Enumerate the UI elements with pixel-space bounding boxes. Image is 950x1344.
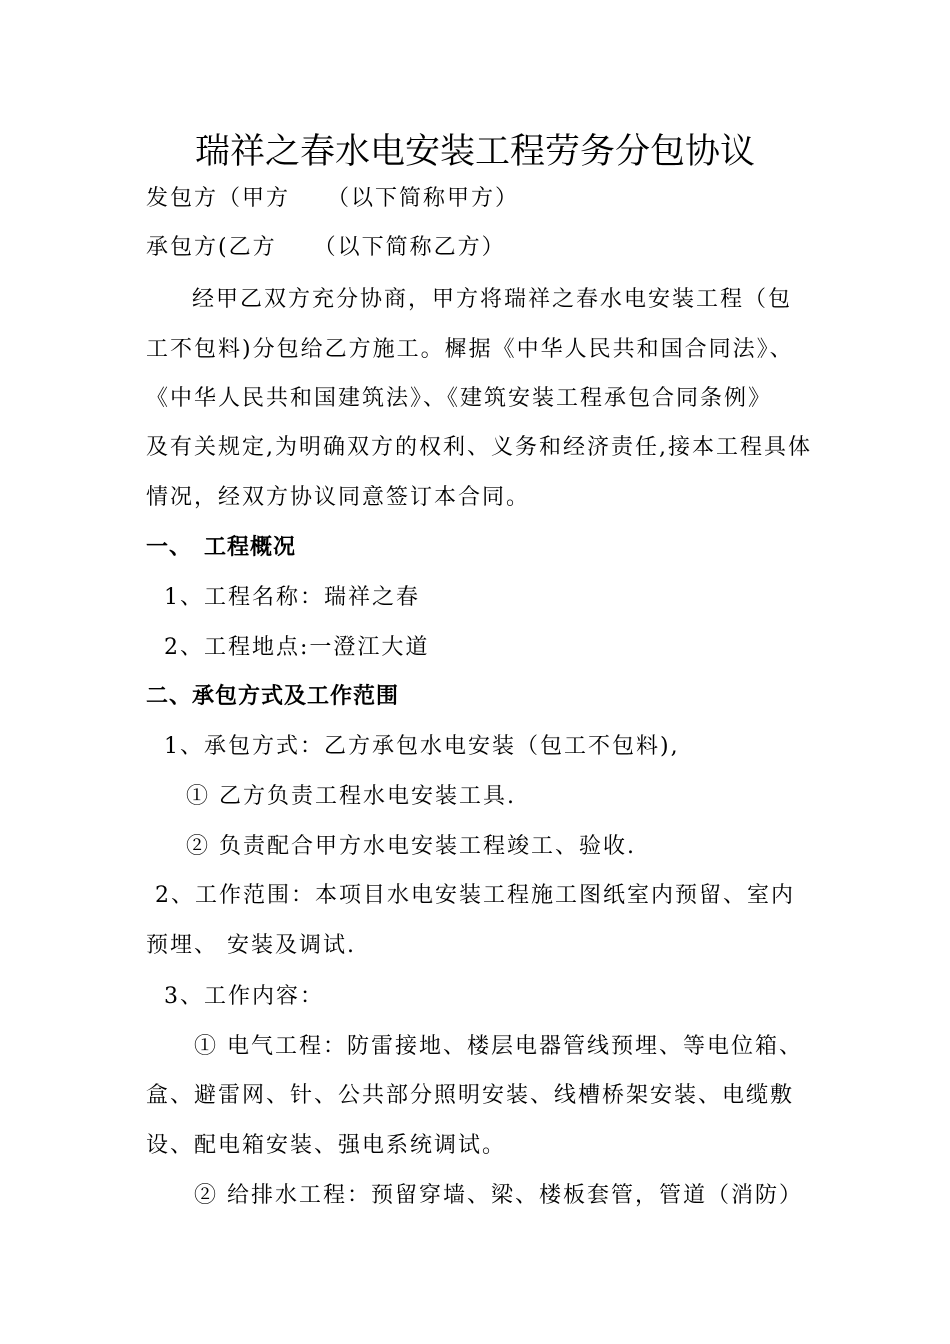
party-a-line: 发包方（甲方 （以下简称甲方） [146, 186, 520, 211]
intro-paragraph-line-4: 及有关规定,为明确双方的权利、义务和经济责任,接本工程具体 [146, 435, 812, 460]
intro-paragraph-line-3: 《中华人民共和国建筑法》、《建筑安装工程承包合同条例》 [146, 386, 773, 411]
plumbing-work-line-1: ② 给排水工程：预留穿墙、梁、楼板套管，管道（消防） [194, 1183, 803, 1208]
section-heading-2: 二、承包方式及工作范围 [146, 684, 400, 709]
project-location-line: 2、工程地点:一澄江大道 [164, 635, 430, 660]
electrical-work-line-1: ① 电气工程：防雷接地、楼层电器管线预埋、等电位箱、 [194, 1034, 803, 1059]
project-name-line: 1、工程名称：瑞祥之春 [164, 585, 420, 610]
work-scope-line-1: 2、工作范围：本项目水电安装工程施工图纸室内预留、室内 [155, 883, 795, 908]
contract-item-2: ② 负责配合甲方水电安装工程竣工、验收. [186, 834, 636, 859]
electrical-work-line-2: 盒、避雷网、针、公共部分照明安装、线槽桥架安装、电缆敷 [146, 1083, 795, 1108]
work-content-heading: 3、工作内容： [164, 984, 324, 1009]
document-title: 瑞祥之春水电安装工程劳务分包协议 [194, 132, 755, 172]
section-heading-1: 一、 工程概况 [146, 535, 297, 560]
intro-paragraph-line-2: 工不包料)分包给乙方施工。樨据《中华人民共和国合同法》、 [146, 337, 794, 362]
electrical-work-line-3: 设、配电箱安装、强电系统调试。 [146, 1133, 507, 1158]
intro-paragraph-line-5: 情况，经双方协议同意签订本合同。 [146, 485, 531, 510]
intro-paragraph-line-1: 经甲乙双方充分协商，甲方将瑞祥之春水电安装工程（包 [192, 287, 793, 312]
contract-method-line: 1、承包方式：乙方承包水电安装（包工不包料), [164, 734, 680, 759]
party-b-line: 承包方(乙方 （以下简称乙方） [146, 235, 506, 260]
contract-item-1: ① 乙方负责工程水电安装工具. [186, 784, 516, 809]
work-scope-line-2: 预埋、 安装及调试. [146, 933, 356, 958]
